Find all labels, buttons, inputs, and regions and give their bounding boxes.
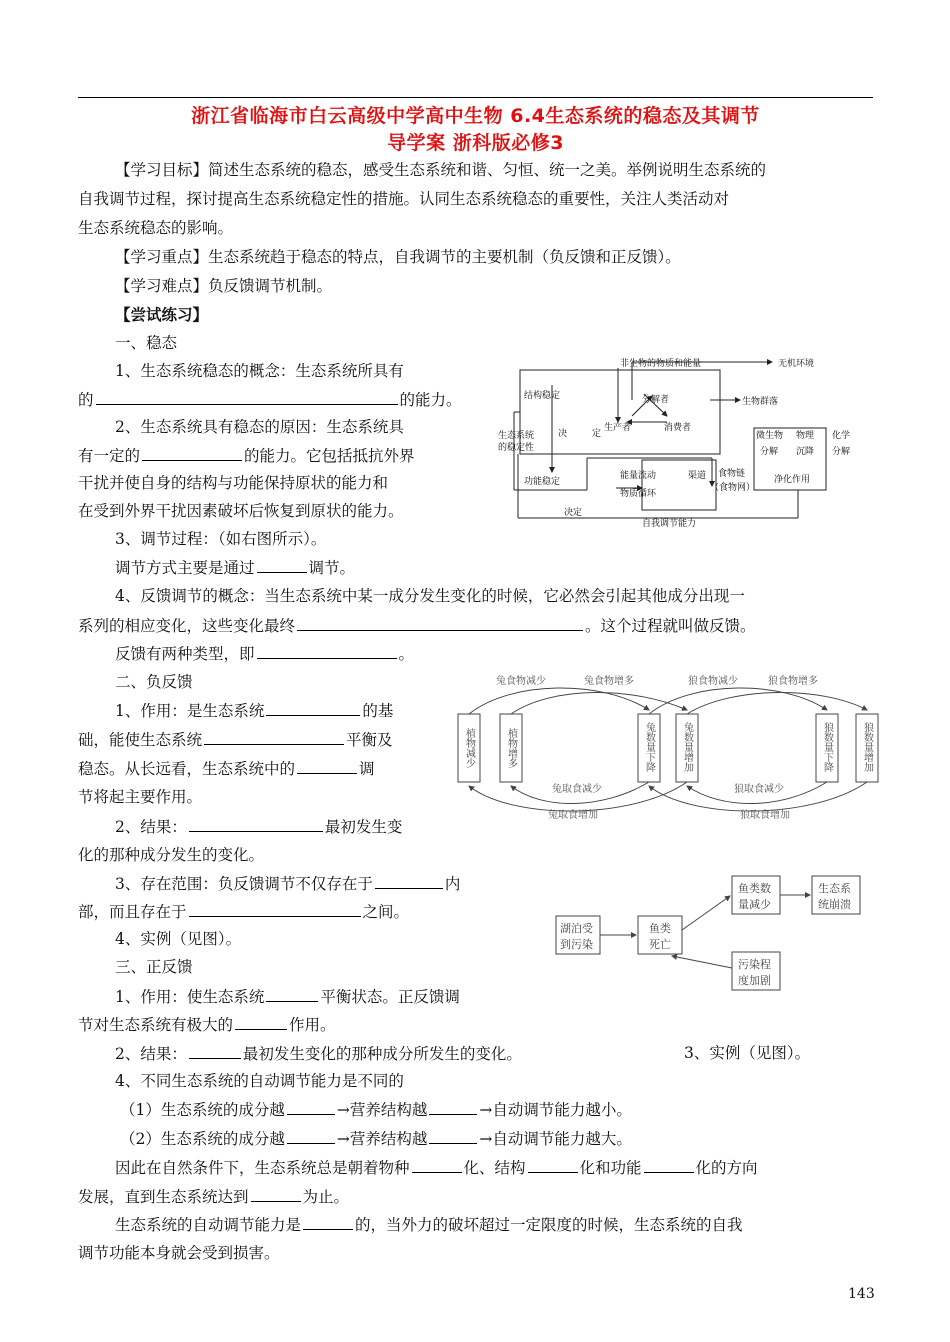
s3-c: 3、实例（见图）。 [684, 1044, 811, 1062]
fig2-top1: 兔食物减少 [496, 676, 546, 687]
s3-g1: 生态系统的自动调节能力是 的，当外力的破坏超过一定限度的时候，生态系统的自我 [115, 1216, 743, 1234]
fig1-func: 功能稳定 [524, 477, 561, 487]
s2-a1: 1、作用：是生态系统 的基 [115, 702, 394, 720]
s3-heading: 三、正反馈 [115, 958, 193, 976]
blank[interactable] [266, 986, 318, 1002]
blank[interactable] [287, 1128, 335, 1144]
blank[interactable] [257, 643, 397, 659]
fig3-pollute2: 度加剧 [738, 974, 771, 987]
fig1-matter: 物质循环 [620, 489, 657, 499]
fig2-box5: 狼数量下降 [821, 722, 833, 772]
s2-c1: 3、存在范围：负反馈调节不仅存在于 内 [115, 875, 461, 893]
fig2-box1: 植物减少 [463, 728, 475, 768]
fig1-foodchain2: （食物网） [710, 483, 756, 493]
s1-heading: 一、稳态 [115, 334, 178, 352]
s3-e1: （1）生态系统的成分越 →营养结构越 →自动调节能力越小。 [120, 1101, 632, 1119]
negative-feedback-diagram [452, 670, 884, 820]
fig2-box4: 兔数量增加 [681, 722, 693, 772]
objective-line2: 自我调节过程，探讨提高生态系统稳定性的措施。认同生态系统稳态的重要性，关注人类活动对 [78, 190, 730, 208]
fig3-fish2: 死亡 [649, 938, 671, 951]
page-title-line2: 导学案 浙科版必修3 [387, 132, 564, 154]
stability-diagram [492, 350, 870, 530]
page-title-line1: 浙江省临海市白云高级中学高中生物 6.4生态系统的稳态及其调节 [191, 105, 760, 127]
blank[interactable] [429, 1128, 477, 1144]
fig2-top2: 兔食物增多 [584, 676, 634, 687]
fig2-bot3: 狼取食减少 [734, 784, 784, 795]
blank[interactable] [297, 758, 357, 774]
blank[interactable] [189, 816, 323, 832]
blank[interactable] [375, 873, 443, 889]
blank[interactable] [303, 1214, 353, 1230]
s2-c2: 部，而且存在于 之间。 [78, 903, 410, 921]
fig1-community: 生物群落 [742, 397, 779, 407]
s3-f1: 因此在自然条件下，生态系统总是朝着物种 化、结构 化和功能 化的方向 [115, 1159, 758, 1177]
header-rule [78, 97, 873, 98]
s2-b1: 2、结果： 最初发生变 [115, 818, 403, 836]
practice-heading: 【尝试练习】 [115, 305, 209, 324]
fig1-selfreg: 自我调节能力 [642, 519, 697, 529]
fig1-chem1: 化学 [832, 431, 851, 441]
blank[interactable] [235, 1014, 287, 1030]
s1-q3: 3、调节过程：（如右图所示）。 [115, 530, 327, 548]
s3-a1: 1、作用：使生态系统 平衡状态。正反馈调 [115, 988, 460, 1006]
blank[interactable] [287, 1099, 335, 1115]
blank[interactable] [189, 1043, 241, 1059]
fig2-box2: 植物增多 [505, 728, 517, 768]
s1-q4a: 4、反馈调节的概念：当生态系统中某一成分发生变化的时候，它必然会引起其他成分出现一 [115, 587, 745, 605]
fig1-inorganic: 无机环境 [778, 359, 815, 369]
s1-q4c: 反馈有两种类型，即 。 [115, 645, 415, 663]
fig1-phys1: 物理 [796, 431, 815, 441]
key-point: 【学习重点】生态系统趋于稳态的特点，自我调节的主要机制（负反馈和正反馈）。 [115, 248, 681, 266]
blank[interactable] [251, 1186, 301, 1202]
s1-q2b: 有一定的 的能力。它包括抵抗外界 [78, 447, 415, 465]
blank[interactable] [257, 557, 307, 573]
fig1-chem2: 分解 [832, 447, 851, 457]
fig2-top3: 狼食物减少 [688, 676, 738, 687]
s1-q2d: 在受到外界干扰因素破坏后恢复到原状的能力。 [78, 502, 404, 520]
fig1-consumer: 消费者 [664, 423, 692, 433]
fig1-left-label-1: 生态系统 [498, 431, 535, 441]
s2-a2: 础，能使生态系统 平衡及 [78, 731, 393, 749]
s1-q2c: 干扰并使自身的结构与功能保持原状的能力和 [78, 474, 389, 492]
s3-a2: 节对生态系统有极大的 作用。 [78, 1016, 336, 1034]
fig3-collapse2: 统崩溃 [818, 898, 851, 911]
blank[interactable] [429, 1099, 477, 1115]
s1-q1a: 1、生态系统稳态的概念：生态系统所具有 [115, 362, 404, 380]
s1-q2a: 2、生态系统具有稳态的原因：生态系统具 [115, 418, 404, 436]
s2-a3: 稳态。从长远看，生态系统中的 调 [78, 760, 375, 778]
fig1-micro2: 分解 [760, 447, 779, 457]
fig3-lake2: 到污染 [560, 938, 593, 951]
blank[interactable] [266, 700, 360, 716]
fig2-box3: 兔数量下降 [643, 722, 655, 772]
fig3-lake1: 湖泊受 [560, 922, 593, 935]
fig1-decomposer: 分解者 [642, 395, 670, 405]
blank[interactable] [142, 445, 242, 461]
blank[interactable] [297, 615, 583, 631]
fig3-fewer1: 鱼类数 [738, 882, 771, 895]
s1-q3b: 调节方式主要是通过 调节。 [115, 559, 356, 577]
s3-d: 4、不同生态系统的自动调节能力是不同的 [115, 1072, 404, 1090]
blank[interactable] [528, 1157, 578, 1173]
fig1-abiotic: 非生物的物质和能量 [620, 359, 702, 369]
s2-heading: 二、负反馈 [115, 673, 193, 691]
s3-e2: （2）生态系统的成分越 →营养结构越 →自动调节能力越大。 [120, 1130, 632, 1148]
s2-d: 4、实例（见图）。 [115, 930, 242, 948]
s2-a4: 节将起主要作用。 [78, 788, 203, 806]
fig1-foodchain1: 食物链 [718, 469, 746, 479]
fig3-pollute1: 污染程 [738, 958, 771, 971]
s2-b2: 化的那种成分发生的变化。 [78, 846, 265, 864]
positive-feedback-diagram [554, 872, 866, 998]
objective-line3: 生态系统稳态的影响。 [78, 219, 234, 237]
fig1-channel: 渠道 [688, 471, 707, 481]
blank[interactable] [96, 389, 398, 405]
fig2-bot1: 兔取食减少 [552, 784, 602, 795]
fig1-phys2: 沉降 [796, 447, 815, 457]
fig1-purify: 净化作用 [774, 475, 811, 485]
s3-b: 2、结果： 最初发生变化的那种成分所发生的变化。 [115, 1045, 522, 1063]
s3-f2: 发展，直到生态系统达到 为止。 [78, 1188, 350, 1206]
fig1-decide-v2: 定 [592, 429, 602, 439]
s3-g2: 调节功能本身就会受到损害。 [78, 1244, 280, 1262]
fig1-decide-v: 决 [558, 429, 568, 439]
fig1-micro1: 微生物 [756, 431, 784, 441]
blank[interactable] [204, 729, 344, 745]
blank[interactable] [412, 1157, 462, 1173]
s1-q1b: 的 的能力。 [78, 391, 462, 409]
fig3-collapse1: 生态系 [818, 882, 851, 895]
objective-line1: 【学习目标】简述生态系统的稳态，感受生态系统和谐、匀恒、统一之美。举例说明生态系统的 [115, 161, 767, 179]
fig1-decide-bottom: 决定 [564, 508, 583, 518]
blank[interactable] [644, 1157, 694, 1173]
fig2-bot2: 兔取食增加 [548, 810, 598, 820]
blank[interactable] [189, 901, 361, 917]
fig2-bot4: 狼取食增加 [740, 810, 790, 820]
difficulty: 【学习难点】负反馈调节机制。 [115, 277, 333, 295]
fig3-fish1: 鱼类 [649, 922, 671, 935]
s1-q4b: 系列的相应变化，这些变化最终 。这个过程就叫做反馈。 [78, 617, 756, 635]
fig1-energy: 能量流动 [620, 471, 657, 481]
page-number: 143 [848, 1286, 875, 1302]
fig3-fewer2: 量减少 [738, 898, 771, 911]
fig2-box6: 狼数量增加 [861, 722, 873, 772]
fig1-struct: 结构稳定 [524, 391, 561, 401]
fig2-top4: 狼食物增多 [768, 676, 818, 687]
fig1-left-label-2: 的稳定性 [498, 443, 535, 453]
fig1-producer: 生产者 [604, 423, 632, 433]
